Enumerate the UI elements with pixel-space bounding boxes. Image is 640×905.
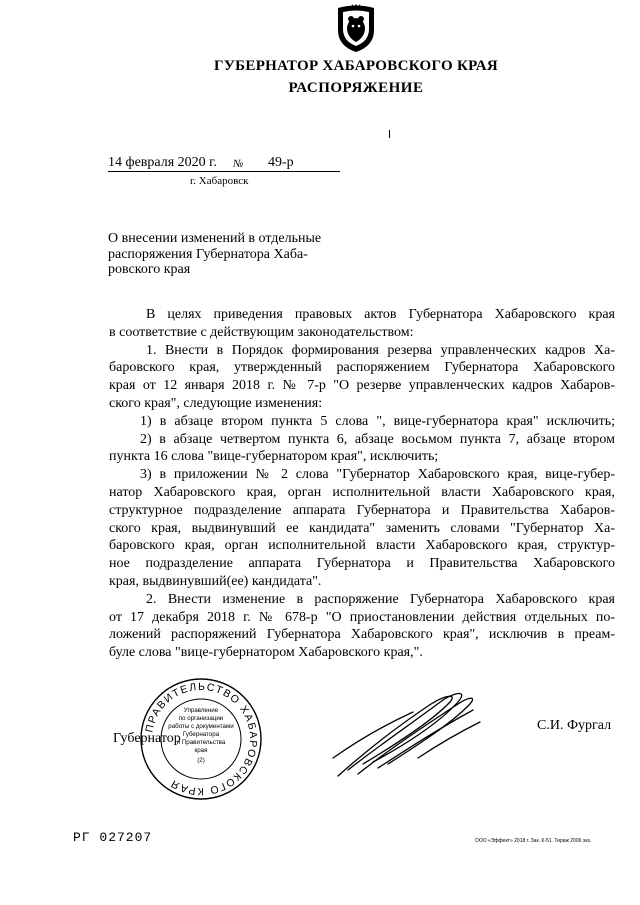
- form-serial-number: РГ 027207: [73, 830, 153, 845]
- body-line: в соответствие с действующим законодательством:: [109, 324, 414, 340]
- body-line: края, выдвинувший(ее) кандидата".: [109, 573, 322, 589]
- body-line: 1. Внести в Порядок формирования резерва управленческих кадров Ха-: [146, 342, 615, 358]
- body-line: В целях приведения правовых актов Губернатора Хабаровского края: [146, 307, 615, 322]
- fold-mark: [389, 130, 390, 138]
- body-line: структурное подразделение аппарата Губернатора и Правительства Хабаров-: [109, 502, 615, 518]
- document-city: г. Хабаровск: [190, 175, 249, 187]
- coat-of-arms-icon: [334, 4, 378, 54]
- issuer-heading: ГУБЕРНАТОР ХАБАРОВСКОГО КРАЯ: [214, 58, 498, 74]
- seal-line: по организации: [178, 715, 224, 722]
- seal-line: Управление: [183, 707, 219, 714]
- seal-line: работы с документами: [168, 723, 234, 730]
- printer-imprint: ООО «Эффект» 2018 г. Зак. К-51. Тираж 2000 экз.: [475, 838, 592, 844]
- body-line: 2. Внести изменение в распоряжение Губернатора Хабаровского края: [146, 591, 615, 607]
- body-line: 3) в приложении № 2 слова "Губернатор Хабаровского края, вице-губер-: [140, 467, 615, 483]
- body-line: буле слова "вице-губернатором Хабаровского края,".: [109, 645, 423, 661]
- body-line: пункта 16 слова "вице-губернатором края", исключить;: [109, 449, 439, 465]
- seal-line: Губернатора: [182, 731, 220, 738]
- document-date: 14 февраля 2020 г.: [108, 155, 217, 170]
- body-line: ского края", следующие изменения:: [109, 395, 323, 411]
- seal-line: края: [194, 747, 208, 754]
- subject-line: распоряжения Губернатора Хаба-: [108, 246, 308, 262]
- body-line: натор Хабаровского края, орган исполнительной власти Хабаровского края,: [109, 484, 615, 500]
- body-line: баровского края, утвержденный распоряжением Губернатора Хабаровского: [109, 360, 615, 376]
- signatory-title: Губернатор: [113, 731, 181, 746]
- seal-line: и Правительства: [176, 739, 226, 746]
- body-line: 1) в абзаце втором пункта 5 слова ", вице-губернатора края" исключить;: [140, 413, 615, 429]
- document-subject: [108, 231, 348, 278]
- body-line: от 17 декабря 2018 г. № 678-р "О приостановлении действия отдельных по-: [109, 609, 615, 625]
- number-label: №: [233, 158, 244, 170]
- body-line: ное подразделение аппарата Губернатора и Правительства Хабаровского: [109, 556, 615, 572]
- seal-ring-text: ПРАВИТЕЛЬСТВО ХАБАРОВСКОГО КРАЯ: [143, 680, 260, 798]
- document-type-heading: РАСПОРЯЖЕНИЕ: [288, 80, 424, 96]
- body-line: ского края, выдвинувший ее кандидата" заменить словами "Губернатор Ха-: [109, 520, 615, 536]
- subject-line: О внесении изменений в отдельные: [108, 231, 322, 246]
- seal-line: (2): [197, 757, 205, 764]
- document-number: 49-р: [268, 155, 294, 170]
- signatory-name: С.И. Фургал: [537, 718, 612, 733]
- body-line: баровского края, орган исполнительной власти Хабаровского края, структур-: [109, 538, 615, 554]
- date-underline: [108, 171, 340, 172]
- body-line: 2) в абзаце четвертом пункта 6, абзаце восьмом пункта 7, абзаце втором: [140, 431, 615, 447]
- handwritten-signature-icon: [318, 688, 488, 780]
- body-line: ложений распоряжений Губернатора Хабаровского края", исключив в преам-: [109, 627, 615, 643]
- official-seal-icon: [138, 676, 264, 802]
- body-line: края от 12 января 2018 г. № 7-р "О резерве управленческих кадров Хабаров-: [109, 378, 615, 394]
- document-body: [109, 306, 615, 662]
- subject-line: ровского края: [108, 262, 191, 277]
